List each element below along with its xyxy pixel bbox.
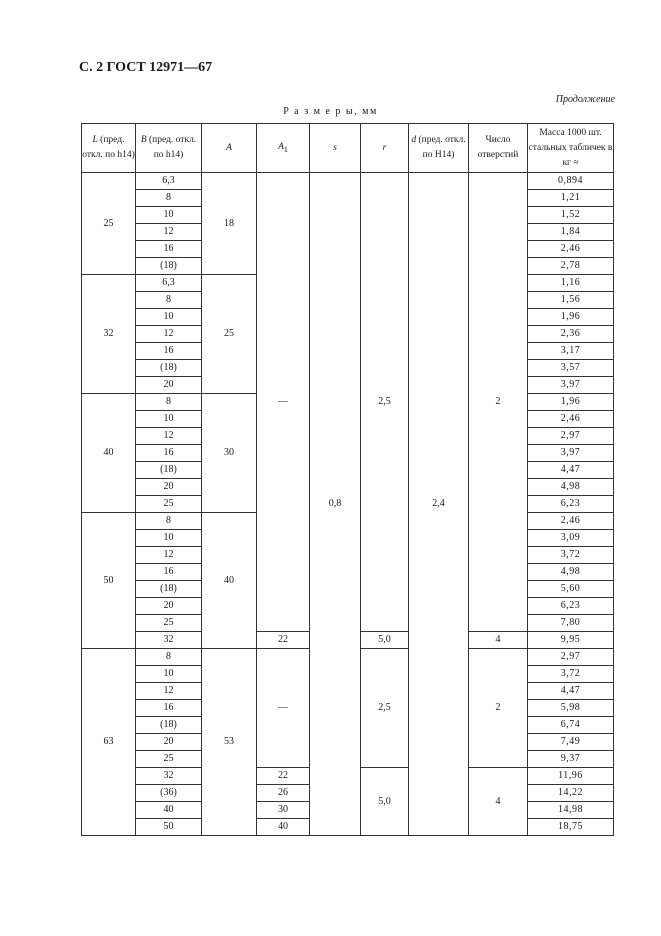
- cell-B: (18): [136, 462, 202, 479]
- cell-A1: 40: [257, 819, 310, 836]
- cell-B: 6,3: [136, 173, 202, 190]
- cell-r: 5,0: [361, 632, 409, 649]
- cell-B: 10: [136, 530, 202, 547]
- cell-mass: 3,72: [528, 547, 614, 564]
- cell-L: 32: [82, 275, 136, 394]
- cell-B: 20: [136, 734, 202, 751]
- cell-B: 16: [136, 343, 202, 360]
- cell-mass: 1,84: [528, 224, 614, 241]
- cell-A: 53: [202, 649, 257, 836]
- cell-mass: 4,98: [528, 479, 614, 496]
- cell-B: 10: [136, 666, 202, 683]
- col-header-L: L (пред. откл. по h14): [82, 124, 136, 173]
- cell-B: 8: [136, 649, 202, 666]
- col-header-s: s: [310, 124, 361, 173]
- cell-mass: 2,97: [528, 428, 614, 445]
- cell-B: 10: [136, 411, 202, 428]
- cell-B: (36): [136, 785, 202, 802]
- cell-r: 2,5: [361, 173, 409, 632]
- col-header-B: B (пред. откл. по h14): [136, 124, 202, 173]
- col-header-r: r: [361, 124, 409, 173]
- cell-mass: 3,57: [528, 360, 614, 377]
- cell-B: 8: [136, 394, 202, 411]
- cell-mass: 7,80: [528, 615, 614, 632]
- cell-B: 8: [136, 190, 202, 207]
- cell-A1: 22: [257, 632, 310, 649]
- cell-mass: 4,98: [528, 564, 614, 581]
- cell-holes: 2: [469, 649, 528, 768]
- cell-holes: 4: [469, 632, 528, 649]
- col-header-d: d (пред. откл. по H14): [409, 124, 469, 173]
- cell-B: 20: [136, 377, 202, 394]
- cell-B: 12: [136, 547, 202, 564]
- cell-mass: 1,52: [528, 207, 614, 224]
- cell-A1: 22: [257, 768, 310, 785]
- cell-mass: 3,72: [528, 666, 614, 683]
- cell-mass: 5,60: [528, 581, 614, 598]
- cell-r: 5,0: [361, 768, 409, 836]
- cell-B: 16: [136, 241, 202, 258]
- cell-B: 20: [136, 479, 202, 496]
- cell-A1: —: [257, 173, 310, 632]
- cell-B: (18): [136, 717, 202, 734]
- cell-mass: 9,95: [528, 632, 614, 649]
- cell-L: 63: [82, 649, 136, 836]
- cell-B: 16: [136, 564, 202, 581]
- col-header-holes: Число отверстий: [469, 124, 528, 173]
- cell-mass: 14,22: [528, 785, 614, 802]
- cell-B: 12: [136, 428, 202, 445]
- cell-mass: 3,17: [528, 343, 614, 360]
- cell-mass: 9,37: [528, 751, 614, 768]
- cell-B: 12: [136, 683, 202, 700]
- cell-mass: 0,894: [528, 173, 614, 190]
- table-row: [82, 173, 614, 190]
- cell-mass: 18,75: [528, 819, 614, 836]
- cell-B: 10: [136, 309, 202, 326]
- cell-B: 16: [136, 445, 202, 462]
- cell-L: 50: [82, 513, 136, 649]
- cell-holes: 2: [469, 173, 528, 632]
- cell-A1: —: [257, 649, 310, 768]
- cell-d: 2,4: [409, 173, 469, 836]
- cell-mass: 2,46: [528, 513, 614, 530]
- cell-mass: 2,97: [528, 649, 614, 666]
- cell-L: 40: [82, 394, 136, 513]
- cell-mass: 11,96: [528, 768, 614, 785]
- cell-mass: 3,97: [528, 377, 614, 394]
- cell-B: 12: [136, 326, 202, 343]
- cell-mass: 6,74: [528, 717, 614, 734]
- cell-A1: 26: [257, 785, 310, 802]
- cell-A: 40: [202, 513, 257, 649]
- cell-B: 32: [136, 768, 202, 785]
- cell-B: 32: [136, 632, 202, 649]
- cell-A1: 30: [257, 802, 310, 819]
- cell-mass: 1,96: [528, 309, 614, 326]
- cell-B: (18): [136, 581, 202, 598]
- cell-s: 0,8: [310, 173, 361, 836]
- cell-B: (18): [136, 360, 202, 377]
- page-header: С. 2 ГОСТ 12971—67: [79, 60, 213, 75]
- cell-mass: 2,78: [528, 258, 614, 275]
- cell-B: 8: [136, 513, 202, 530]
- cell-mass: 1,96: [528, 394, 614, 411]
- cell-mass: 3,97: [528, 445, 614, 462]
- cell-L: 25: [82, 173, 136, 275]
- cell-B: 16: [136, 700, 202, 717]
- col-header-A1: $A_1$: [257, 124, 310, 173]
- cell-mass: 1,56: [528, 292, 614, 309]
- cell-mass: 14,98: [528, 802, 614, 819]
- cell-mass: 4,47: [528, 462, 614, 479]
- cell-mass: 3,09: [528, 530, 614, 547]
- cell-B: 25: [136, 751, 202, 768]
- cell-A: 18: [202, 173, 257, 275]
- cell-B: 50: [136, 819, 202, 836]
- cell-mass: 7,49: [528, 734, 614, 751]
- cell-mass: 2,46: [528, 411, 614, 428]
- cell-mass: 1,16: [528, 275, 614, 292]
- cell-B: 10: [136, 207, 202, 224]
- cell-B: 20: [136, 598, 202, 615]
- cell-holes: 4: [469, 768, 528, 836]
- col-header-A: A: [202, 124, 257, 173]
- cell-B: 8: [136, 292, 202, 309]
- cell-B: (18): [136, 258, 202, 275]
- cell-A: 25: [202, 275, 257, 394]
- cell-mass: 4,47: [528, 683, 614, 700]
- cell-B: 25: [136, 615, 202, 632]
- cell-B: 12: [136, 224, 202, 241]
- cell-B: 6,3: [136, 275, 202, 292]
- col-header-mass: Масса 1000 шт. стальных табличек в кг ≈: [528, 124, 614, 173]
- sizes-caption: Р а з м е р ы, мм: [283, 106, 378, 117]
- cell-r: 2,5: [361, 649, 409, 768]
- cell-B: 25: [136, 496, 202, 513]
- cell-mass: 5,98: [528, 700, 614, 717]
- dimensions-table: [81, 123, 614, 836]
- cell-mass: 6,23: [528, 496, 614, 513]
- continued-label: Продолжение: [555, 94, 615, 105]
- cell-mass: 6,23: [528, 598, 614, 615]
- cell-A: 30: [202, 394, 257, 513]
- cell-mass: 1,21: [528, 190, 614, 207]
- cell-mass: 2,36: [528, 326, 614, 343]
- cell-B: 40: [136, 802, 202, 819]
- cell-mass: 2,46: [528, 241, 614, 258]
